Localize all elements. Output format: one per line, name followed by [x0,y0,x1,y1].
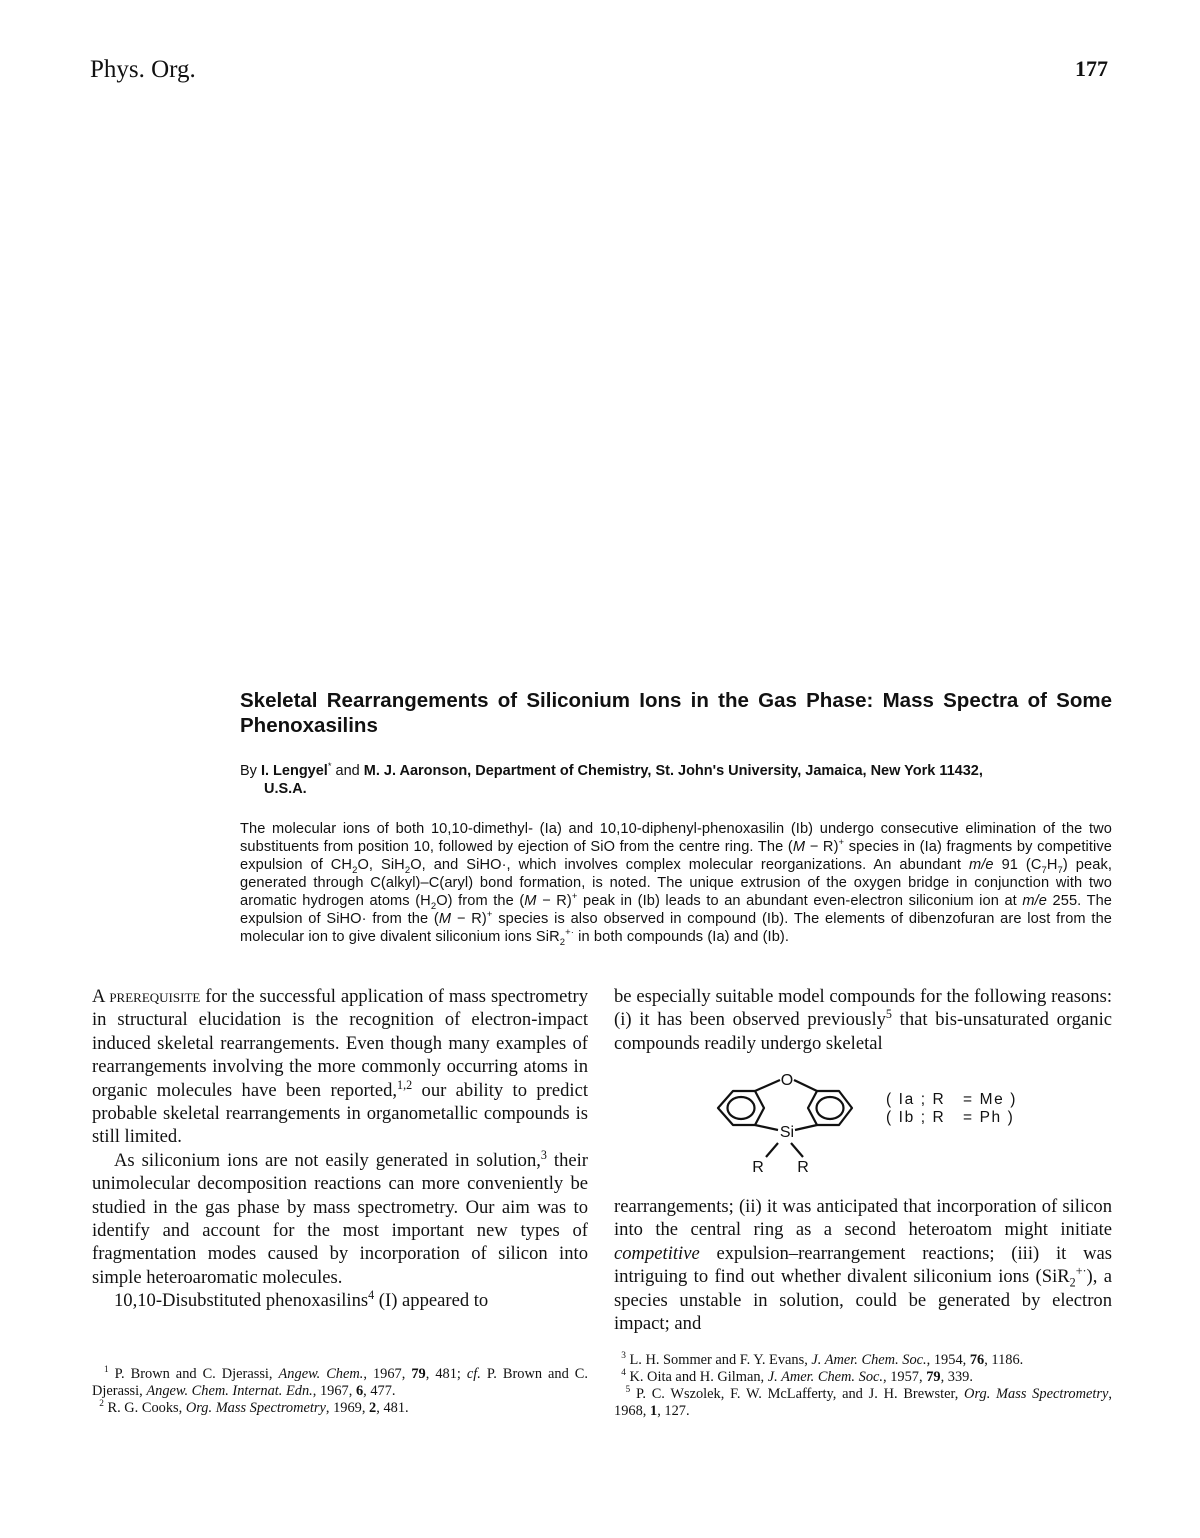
journal-name: Phys. Org. [90,56,196,83]
footnote-3: $^3$ L. H. Sommer and F. Y. Evans, J. Amer. Chem. Soc., 1954, 76, 1186. [621,1351,1024,1368]
body-right-column-bottom [614,1195,1112,1335]
compound-labels [886,1091,1017,1127]
compound-label-ib: ( Ib ; R = Ph ) [886,1109,1015,1126]
affiliation: Department of Chemistry, St. John's University, Jamaica, New York 11432, [475,763,983,779]
byline [240,762,1112,798]
bond-si-left [755,1125,778,1130]
abstract: The molecular ions of both 10,10-dimethyl- (Ia) and 10,10-diphenyl-phenoxasilin (Ib) undergo consecutive elimination of the two substituents from position 10, followed by ejection of SiO from the centre ring. The (M − R)+ species in (Ia) fragments by competitive expulsion of $CH_2O$, SiH$_2$O, and SiHO·, which involves complex molecular reorganizations. An abundant m/e 91 $(C_7H_7)$ peak, generated through C(alkyl)–C(aryl) bond formation, is noted. The unique extrusion of the oxygen bridge in conjunction with two aromatic hydrogen atoms $(H_2O)$ from the (M − R)+ peak in (Ib) leads to an abundant even-electron siliconium ion at m/e 255. The expulsion of SiHO· from the (M − R)+ species is also observed in compound (Ib). The elements of dibenzofuran are lost from the molecular ion to give divalent siliconium ions SiR$_2$+· in both compounds (Ia) and (Ib). [240,821,1113,948]
footnotes-left [92,1366,588,1417]
footnote-2: $^2$ R. G. Cooks, Org. Mass Spectrometry, 1969, 2, 481. [99,1399,409,1416]
paragraph-3: 10,10-Disubstituted phenoxasilins$^4$ (I) appeared to [114,1288,489,1312]
page-number: 177 [1075,56,1108,81]
silicon-atom: Si [779,1124,795,1141]
body-right-column-top [614,985,1112,1055]
author-1-mark: * [327,760,332,772]
footnotes-right [614,1352,1112,1420]
and-word: and [335,763,360,779]
bond-si-r2 [791,1143,803,1157]
oxygen-atom: O [780,1072,794,1089]
left-aromatic-circle [728,1097,755,1119]
paragraph-1: A prerequisite for the successful application of mass spectrometry in structural elucidation is the recognition of electron-impact induced skeletal rearrangements. Even though many examples of rearrangements involving the more commonly occurring atoms in organic molecules have been reported,$^{1,2}$ our ability to predict probable skeletal rearrangements in organometallic compounds is still limited. [92,986,589,1148]
body-left-column [92,985,588,1313]
footnote-4: $^4$ K. Oita and H. Gilman, J. Amer. Chem. Soc., 1957, 79, 339. [621,1368,973,1385]
footnote-5: $^5$ P. C. Wszolek, F. W. McLafferty, and J. H. Brewster, Org. Mass Spectrometry, 1968, 1, 127. [614,1385,1112,1419]
bond-si-r1 [766,1143,778,1157]
bond-o-left [755,1080,780,1091]
bond-o-right [794,1080,817,1091]
right-aromatic-circle [817,1097,844,1119]
article-title: Skeletal Rearrangements of Siliconium Ions in the Gas Phase: Mass Spectra of Some Phenoxasilins [240,689,1112,737]
phenoxasilin-structure [708,1068,868,1178]
paragraph-3-continued-2: rearrangements; (ii) it was anticipated that incorporation of silicon into the central ring as a second heteroatom might initiate competitive expulsion–rearrangement reactions; (iii) it was intriguing to find out whether divalent siliconium ions (SiR$_2$+·), a species unstable in solution, could be generated by electron impact; and [614,1196,1112,1335]
affiliation-tail: U.S.A. [264,781,307,797]
compound-label-ia: ( Ia ; R = Me ) [886,1091,1017,1108]
footnote-1: $^1$ P. Brown and C. Djerassi, Angew. Chem., 1967, 79, 481; cf. P. Brown and C. Djerassi, Angew. Chem. Internat. Edn., 1967, 6, 477. [92,1365,589,1399]
substituent-r-right: R [797,1159,809,1176]
author-2: M. J. Aaronson, [363,763,472,779]
author-1: I. Lengyel [260,763,328,779]
substituent-r-left: R [752,1159,764,1176]
opening-words: A prerequisite [92,986,201,1007]
by-word: By [240,763,257,779]
bond-si-right [795,1125,817,1130]
paragraph-2: As siliconium ions are not easily generated in solution,$^3$ their unimolecular decomposition reactions can more conveniently be studied in the gas phase by mass spectrometry. Our aim was to identify and account for the most important new types of fragmentation modes caused by incorporation of silicon into simple heteroaromatic molecules. [92,1147,588,1288]
paragraph-3-continued: be especially suitable model compounds for the following reasons: (i) it has been observed previously$^5$ that bis-unsaturated organic compounds readily undergo skeletal [614,986,1112,1054]
